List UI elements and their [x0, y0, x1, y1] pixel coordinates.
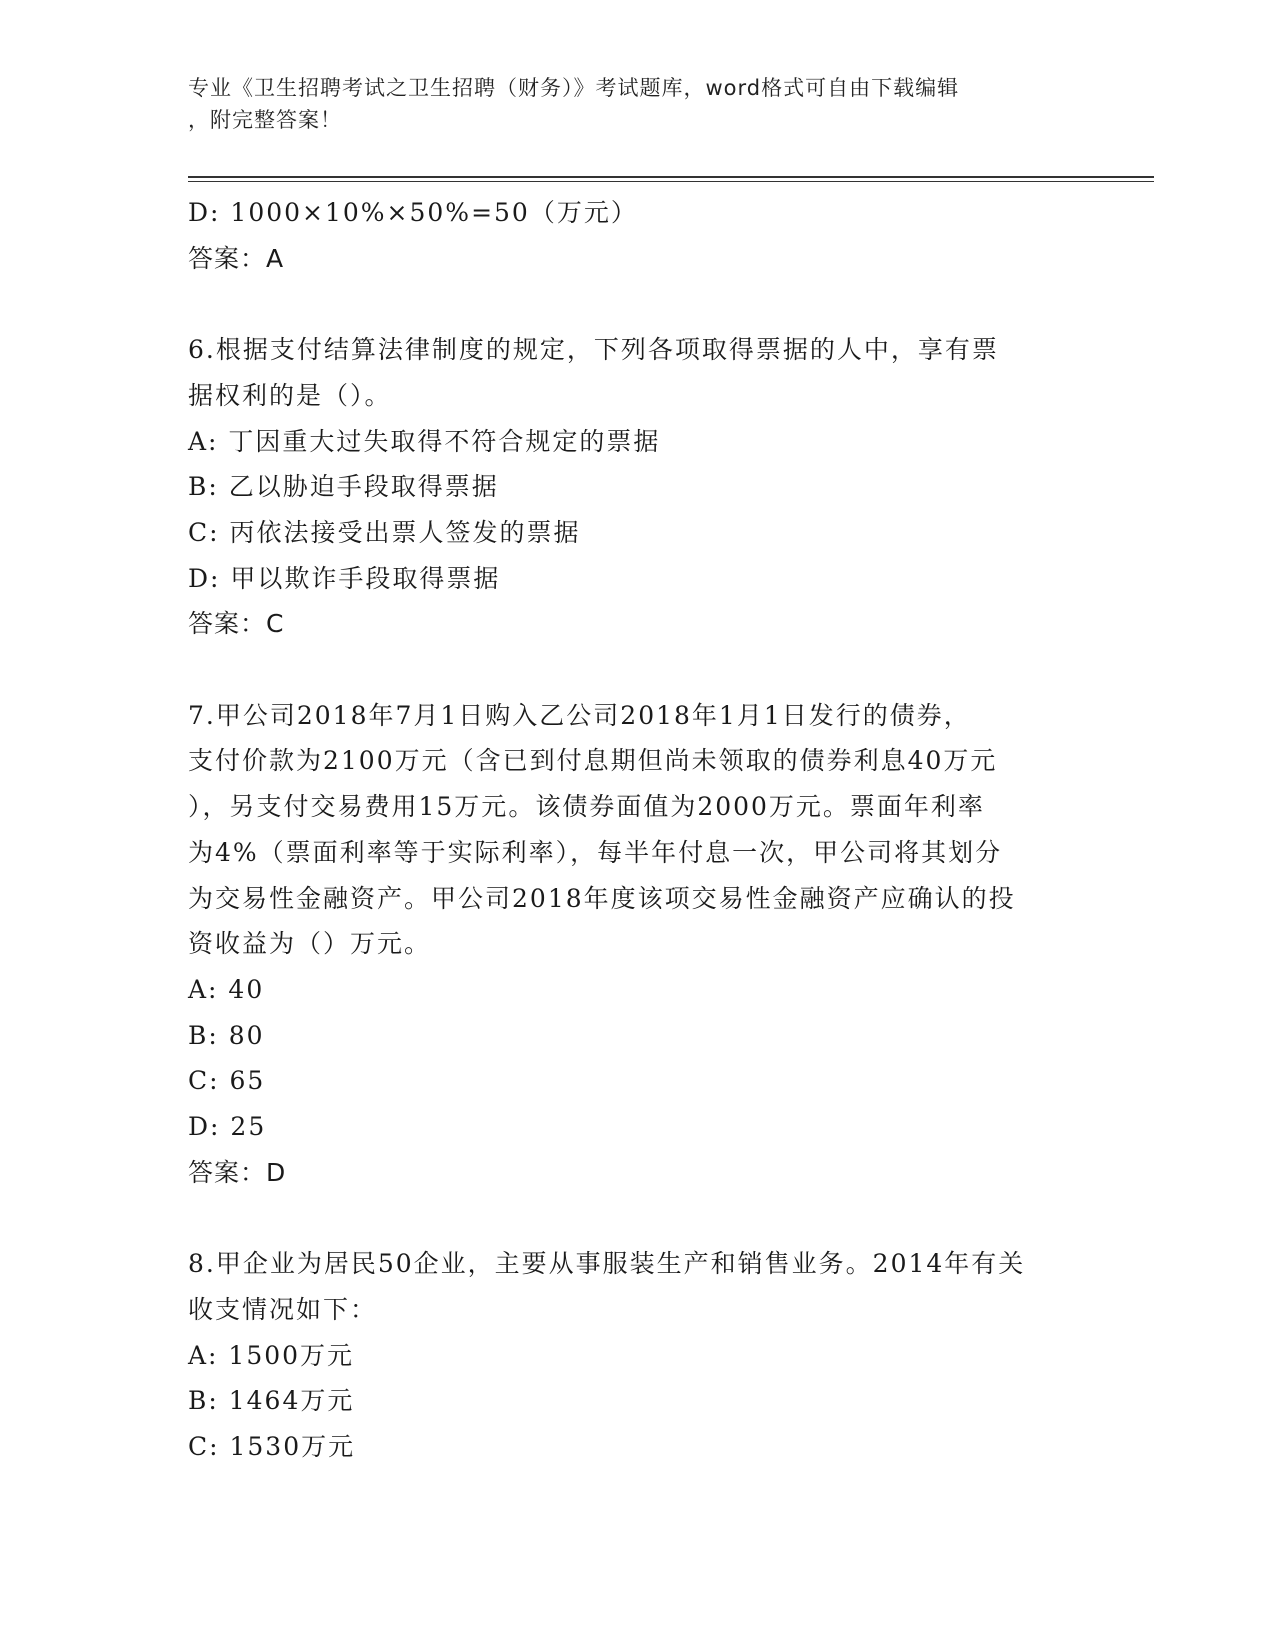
- q7-stem-line-3: ），另支付交易费用15万元。该债券面值为2000万元。票面年利率: [188, 792, 985, 822]
- q6-option-a: A: 丁因重大过失取得不符合规定的票据: [188, 426, 661, 456]
- header-line-2: ，附完整答案！: [188, 108, 342, 132]
- header-rule-thick: [188, 176, 1154, 178]
- q7-stem-line-1: 7.甲公司2018年7月1日购入乙公司2018年1月1日发行的债券，: [188, 700, 971, 730]
- q8-option-c: C: 1530万元: [188, 1431, 356, 1461]
- q7-option-b: B: 80: [188, 1020, 265, 1050]
- spacer: [188, 1195, 1088, 1241]
- q8-option-a: A: 1500万元: [188, 1340, 355, 1370]
- q6-stem-line-1: 6.根据支付结算法律制度的规定，下列各项取得票据的人中，享有票: [188, 335, 999, 365]
- prev-option-d: D: 1000×10%×50%=50（万元）: [188, 198, 638, 227]
- prev-answer: 答案：A: [188, 243, 285, 273]
- q7-option-a: A: 40: [188, 974, 265, 1004]
- question-8: [188, 1241, 1088, 1470]
- q7-stem-line-4: 为4%（票面利率等于实际利率），每半年付息一次，甲公司将其划分: [188, 837, 1003, 867]
- q7-stem-line-6: 资收益为（）万元。: [188, 929, 432, 959]
- q8-option-b: B: 1464万元: [188, 1386, 355, 1416]
- question-7: [188, 693, 1088, 1196]
- q7-stem-line-2: 支付价款为2100万元（含已到付息期但尚未领取的债券利息40万元: [188, 746, 998, 776]
- q8-stem-line-2: 收支情况如下：: [188, 1294, 378, 1324]
- q6-stem-line-2: 据权利的是（）。: [188, 380, 392, 410]
- q6-option-c: C: 丙依法接受出票人签发的票据: [188, 517, 581, 547]
- page-header: [188, 72, 1088, 136]
- header-rule-thin: [188, 181, 1154, 182]
- q6-option-b: B: 乙以胁迫手段取得票据: [188, 472, 499, 502]
- spacer: [188, 281, 1088, 327]
- question-content: [188, 190, 1088, 1470]
- q7-stem-line-5: 为交易性金融资产。甲公司2018年度该项交易性金融资产应确认的投: [188, 883, 1016, 913]
- q7-option-c: C: 65: [188, 1066, 266, 1096]
- question-6: [188, 327, 1088, 647]
- q6-option-d: D: 甲以欺诈手段取得票据: [188, 563, 501, 593]
- header-line-1: 专业《卫生招聘考试之卫生招聘（财务）》考试题库，word格式可自由下载编辑: [188, 76, 960, 100]
- q6-answer: 答案：C: [188, 609, 285, 639]
- spacer: [188, 647, 1088, 693]
- q7-option-d: D: 25: [188, 1112, 267, 1142]
- q7-answer: 答案：D: [188, 1157, 287, 1187]
- q8-stem-line-1: 8.甲企业为居民50企业，主要从事服装生产和销售业务。2014年有关: [188, 1249, 1026, 1279]
